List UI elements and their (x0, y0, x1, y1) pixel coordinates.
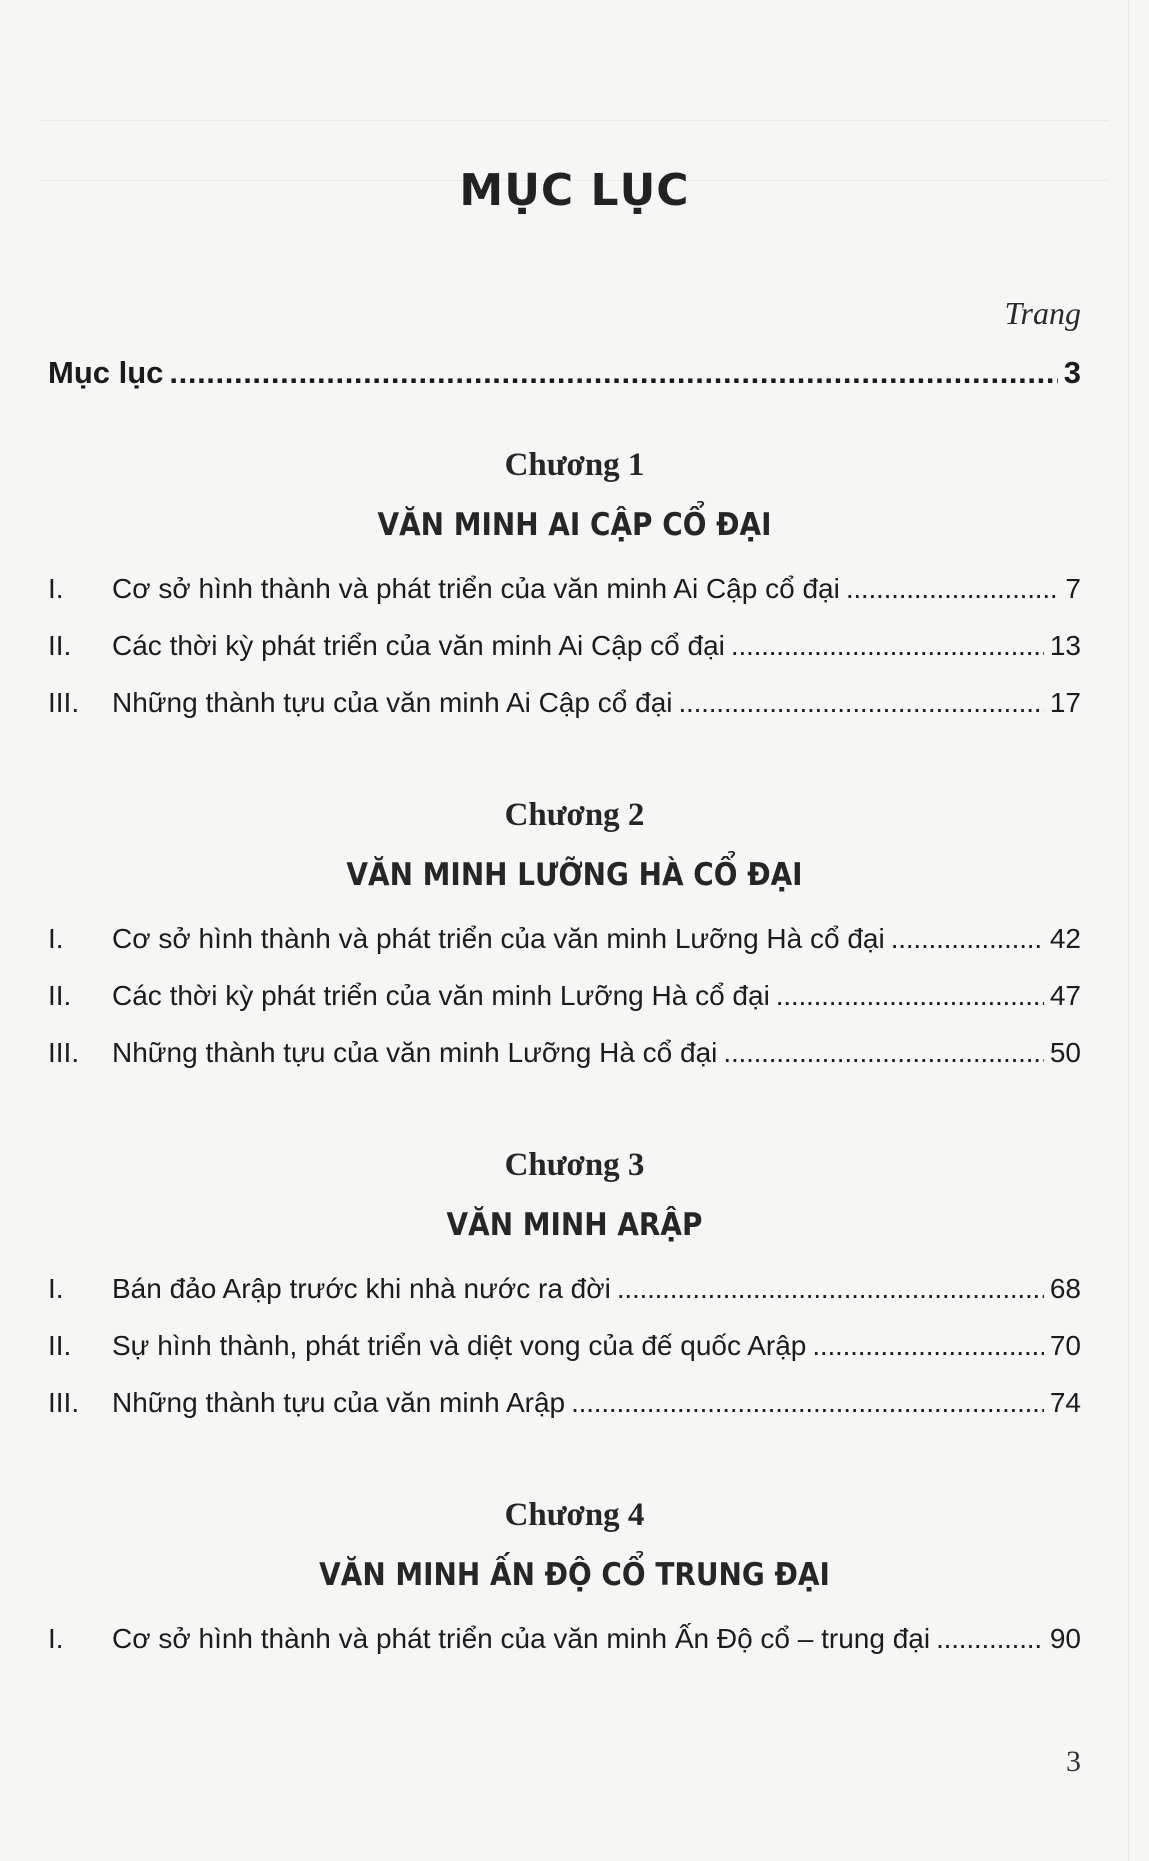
entry-page: 42 (1049, 923, 1081, 954)
entry-number: II. (48, 630, 72, 661)
page-column-header: Trang (1004, 295, 1081, 331)
chapter-title: VĂN MINH LƯỠNG HÀ CỔ ĐẠI (346, 857, 803, 893)
entry-title: Những thành tựu của văn minh Ai Cập cổ đại (112, 687, 673, 718)
dot-leader (169, 355, 1057, 391)
entry-title: Cơ sở hình thành và phát triển của văn minh Ai Cập cổ đại (112, 573, 840, 604)
entry-number: II. (48, 980, 72, 1011)
chapter-4 (0, 1495, 1149, 1680)
entry-page: 90 (1049, 1623, 1081, 1654)
entry-number: II. (48, 1330, 72, 1361)
chapter-2 (0, 795, 1149, 1094)
entry-number: I. (48, 573, 64, 604)
entry-title: Những thành tựu của văn minh Arập (112, 1387, 566, 1418)
entry-title: Các thời kỳ phát triển của văn minh Lưỡng Hà cổ đại (112, 980, 770, 1011)
page-number: 3 (1066, 1745, 1081, 1778)
entry-number: I. (48, 1273, 64, 1304)
chapter-label: Chương 3 (504, 1147, 645, 1183)
toc-entry-label: Mục lục (48, 355, 164, 390)
chapter-1 (0, 445, 1149, 744)
entry-page: 74 (1049, 1387, 1081, 1418)
toc-entry[interactable] (48, 1330, 1081, 1387)
entry-page: 70 (1049, 1330, 1081, 1361)
toc-entry-muc-luc[interactable] (48, 355, 1081, 391)
toc-entry[interactable] (48, 573, 1081, 630)
entry-page: 50 (1049, 1037, 1081, 1068)
entry-number: I. (48, 923, 64, 954)
show-through-line (40, 120, 1109, 121)
entry-title: Cơ sở hình thành và phát triển của văn minh Ấn Độ cổ – trung đại (112, 1623, 931, 1654)
dot-leader (571, 1387, 1044, 1419)
entry-number: III. (48, 687, 80, 718)
dot-leader (846, 573, 1060, 605)
chapter-label: Chương 2 (504, 797, 645, 833)
entry-number: I. (48, 1623, 64, 1654)
dot-leader (679, 687, 1044, 719)
toc-entry[interactable] (48, 1273, 1081, 1330)
toc-entry[interactable] (48, 1037, 1081, 1094)
entry-number: III. (48, 1387, 80, 1418)
dot-leader (617, 1273, 1044, 1305)
entry-page: 47 (1049, 980, 1081, 1011)
toc-entry-page: 3 (1063, 355, 1081, 390)
entry-number: III. (48, 1037, 80, 1068)
toc-entry[interactable] (48, 980, 1081, 1037)
dot-leader (891, 923, 1044, 955)
dot-leader (731, 630, 1044, 662)
chapter-3 (0, 1145, 1149, 1444)
chapter-label: Chương 4 (504, 1497, 645, 1533)
chapter-label: Chương 1 (504, 447, 645, 483)
chapter-title: VĂN MINH AI CẬP CỔ ĐẠI (377, 507, 772, 543)
entry-page: 17 (1049, 687, 1081, 718)
page-title: MỤC LỤC (459, 165, 690, 216)
dot-leader (776, 980, 1044, 1012)
entry-title: Bán đảo Arập trước khi nhà nước ra đời (112, 1273, 611, 1304)
chapter-title: VĂN MINH ẤN ĐỘ CỔ TRUNG ĐẠI (319, 1557, 830, 1593)
toc-entry[interactable] (48, 1387, 1081, 1444)
dot-leader (723, 1037, 1043, 1069)
toc-entry[interactable] (48, 687, 1081, 744)
dot-leader (936, 1623, 1044, 1655)
chapter-title: VĂN MINH ARẬP (446, 1207, 703, 1243)
entry-title: Sự hình thành, phát triển và diệt vong của đế quốc Arập (112, 1330, 807, 1361)
toc-entry[interactable] (48, 630, 1081, 687)
entry-title: Những thành tựu của văn minh Lưỡng Hà cổ đại (112, 1037, 718, 1068)
entry-page: 7 (1065, 573, 1081, 604)
entry-page: 13 (1049, 630, 1081, 661)
entry-title: Các thời kỳ phát triển của văn minh Ai Cập cổ đại (112, 630, 725, 661)
toc-entry[interactable] (48, 1623, 1081, 1680)
entry-page: 68 (1049, 1273, 1081, 1304)
dot-leader (812, 1330, 1044, 1362)
entry-title: Cơ sở hình thành và phát triển của văn minh Lưỡng Hà cổ đại (112, 923, 885, 954)
toc-entry[interactable] (48, 923, 1081, 980)
